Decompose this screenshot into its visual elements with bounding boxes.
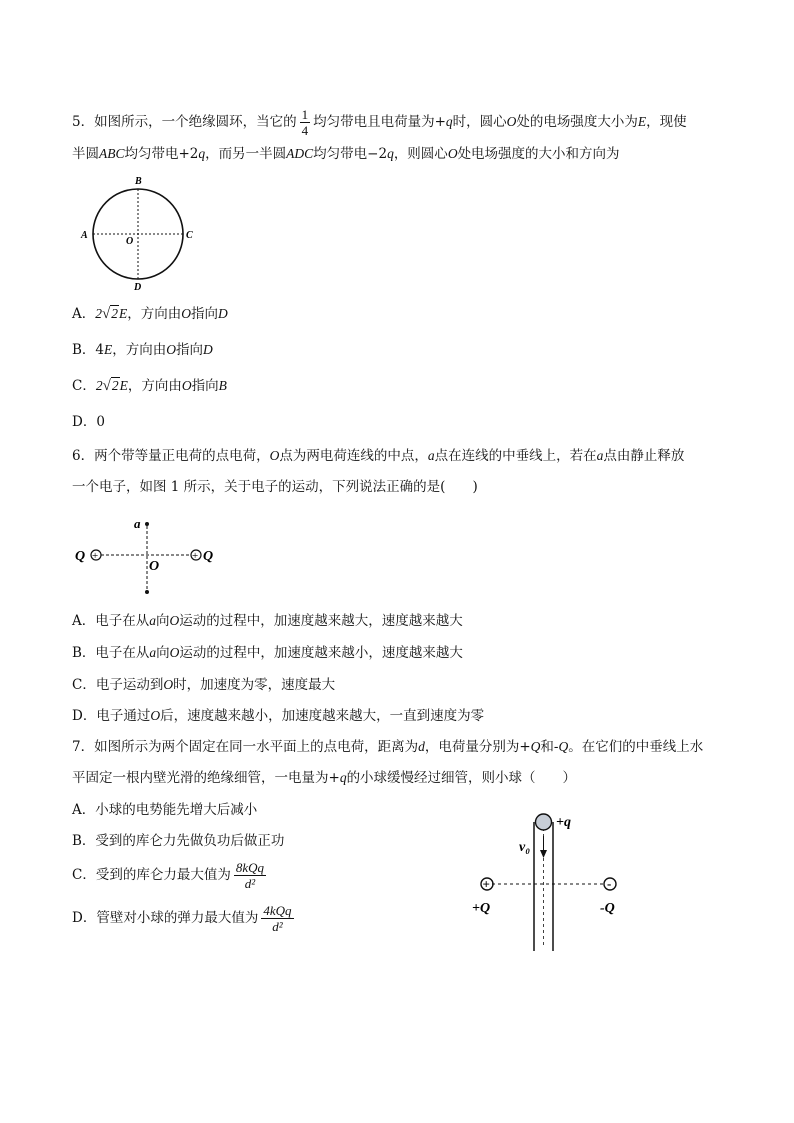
q5-option-d[interactable]: D．0 [72, 414, 105, 430]
label-D: D [134, 282, 142, 293]
q6-option-a[interactable]: A．电子在从a向O运动的过程中，加速度越来越大，速度越来越大 [72, 613, 463, 629]
label-O: O [126, 236, 134, 247]
q7-option-c[interactable]: C．受到的库仑力最大值为 $\frac{\text{8kQq}}{\text{d²}}$ [72, 860, 265, 891]
q5-stem-line2: 半圆ABC均匀带电+2q，而另一半圆ADC均匀带电−2q，则圆心O处电场强度的大小和方向为 [72, 146, 620, 162]
q5-option-a[interactable]: A．2√2E，方向由O指向D [72, 306, 228, 322]
q6-stem-line1: 6．两个带等量正电荷的点电荷，O点为两电荷连线的中点，a点在连线的中垂线上，若在a点由静止释放 [72, 448, 685, 464]
right-charge-plus: + [192, 550, 199, 562]
positive-charge-label: +Q [472, 901, 491, 916]
negative-charge-label: -Q [600, 901, 615, 916]
q6-option-c[interactable]: C．电子运动到O时，加速度为零，速度最大 [72, 677, 336, 693]
q7-option-d[interactable]: D．管壁对小球的弹力最大值为 $\frac{\text{4kQq}}{\text{d²}}$ [72, 903, 292, 934]
q7-option-a[interactable]: A．小球的电势能先增大后减小 [72, 802, 258, 818]
label-C: C [186, 230, 193, 241]
fraction-quarter: $\frac{1}{4}$ [301, 107, 309, 138]
q7-stem-line1: 7．如图所示为两个固定在同一水平面上的点电荷，距离为d，电荷量分别为+Q和-Q。在它们的中垂线上水 [72, 739, 704, 755]
label-O-midpoint: O [149, 559, 160, 574]
label-A: A [81, 230, 88, 241]
q7-option-b[interactable]: B．受到的库仑力先做负功后做正功 [72, 833, 285, 849]
q5-option-b[interactable]: B．4E，方向由O指向D [72, 342, 213, 358]
label-B: B [135, 176, 142, 187]
small-ball [536, 814, 552, 830]
q5-option-c[interactable]: C．2√2E，方向由O指向B [72, 378, 227, 394]
left-charge-label: Q [75, 549, 86, 564]
positive-charge-sign: + [482, 876, 490, 892]
bottom-dot [145, 590, 149, 594]
fraction-4kQq: $\frac{\text{4kQq}}{\text{d²}}$ [263, 903, 292, 934]
negative-charge-sign: - [607, 876, 612, 891]
ring-figure [78, 172, 203, 294]
left-charge-plus: + [92, 550, 99, 562]
point-a-dot [145, 522, 149, 526]
ball-charge-label: +q [556, 815, 571, 830]
velocity-label: v₀ [519, 840, 531, 855]
q7-stem-line2: 平固定一根内壁光滑的绝缘细管，一电量为+q的小球缓慢经过细管，则小球（ ） [72, 770, 577, 786]
label-a: a [134, 516, 141, 531]
q5-stem-line1: 5．如图所示，一个绝缘圆环，当它的 $\frac{1}{4}$ 均匀带电且电荷量为+q时，圆心O处的电场强度大小为E，现使 [72, 107, 687, 138]
tube-figure [470, 806, 640, 956]
q6-option-d[interactable]: D．电子通过O后，速度越来越小，加速度越来越大，一直到速度为零 [72, 708, 485, 724]
fraction-8kQq: $\frac{\text{8kQq}}{\text{d²}}$ [235, 860, 265, 891]
q6-stem-line2: 一个电子，如图 1 所示，关于电子的运动，下列说法正确的是( ) [72, 479, 478, 495]
right-charge-label: Q [203, 549, 214, 564]
two-charges-figure [72, 512, 232, 602]
q6-option-b[interactable]: B．电子在从a向O运动的过程中，加速度越来越小，速度越来越大 [72, 645, 463, 661]
velocity-arrowhead [540, 850, 547, 858]
